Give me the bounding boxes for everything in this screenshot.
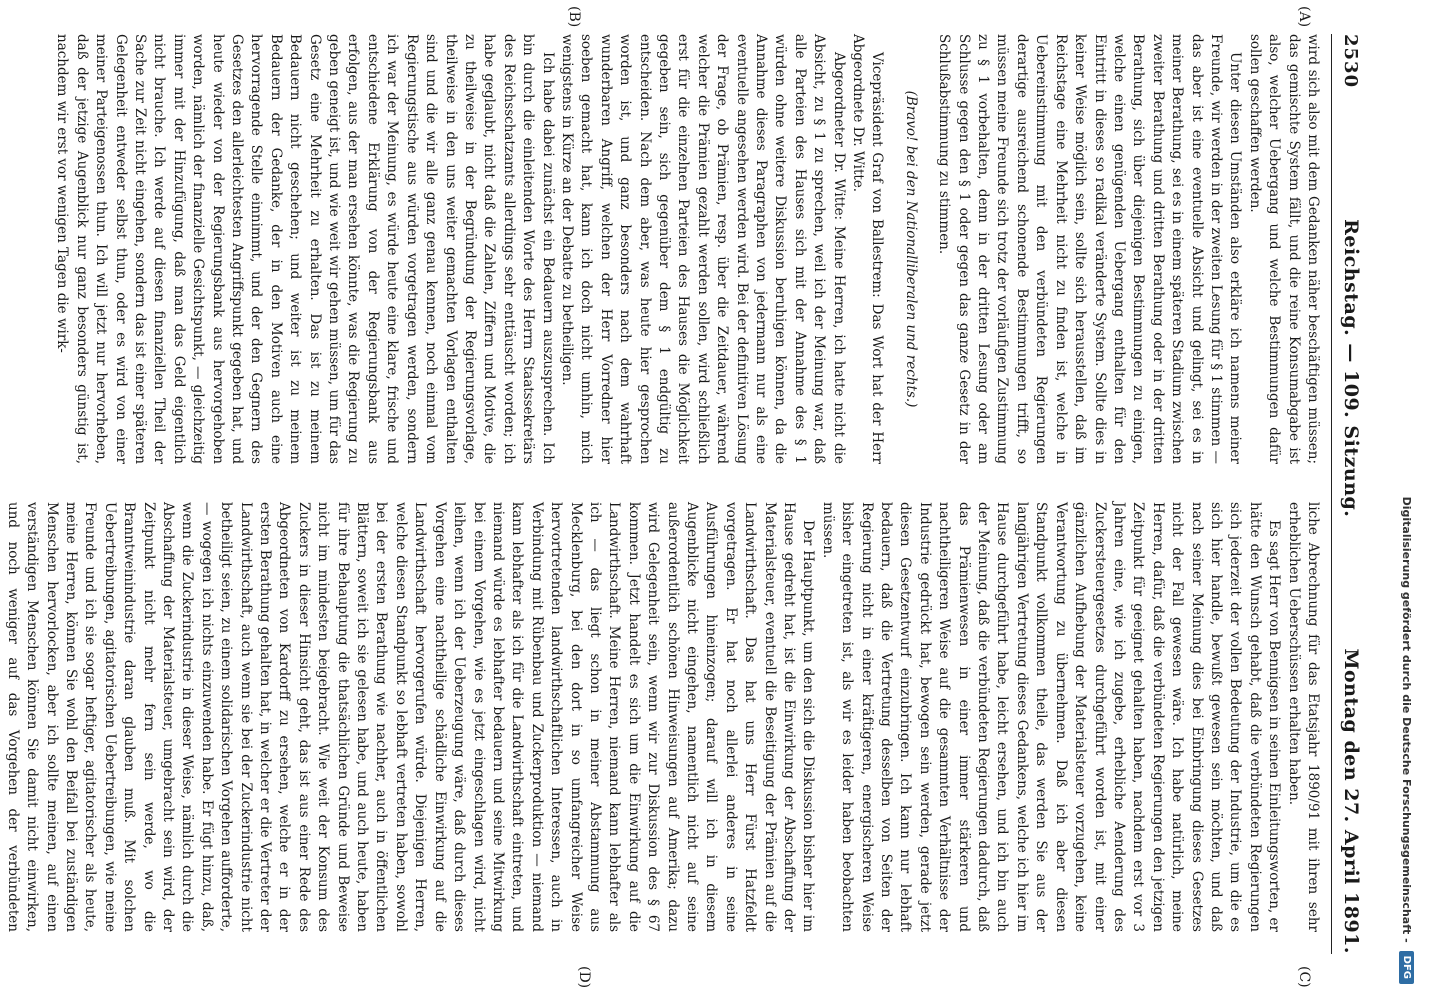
right-column [4,502,1322,932]
left-column [22,34,1322,464]
session-title: Reichstag. — 109. Sitzung. [1340,219,1362,518]
margin-mark-d: (D) [576,966,592,989]
page-number: 2530 [1340,34,1361,89]
left-paragraph-5: Ich habe dabei zunächst ein Bedauern auszusprechen. Ich bin durch die einleitenden Worte des Herrn Staatssekretärs des Reichsschatzamts allerdings sehr enttäuscht worden; ich habe geglaubt, nicht daß die Zahlen, Ziffern und Motive, die zu theilweise in der Begründung der Regierungsvorlage, theilweise in den uns weiter gemachten Vorlagen enthalten sind und die wir alle ganz genau kennen, noch einmal vom Regierungstische aus würden vorgetragen werden, sondern ich war der Meinung, es würde heute eine klare, frische und entschiedene Erklärung von der Regierungsbank aus erfolgen, aus der man ersehen könnte, was die Regierung zu geben geneigt ist, und wie weit wir gehen müssen, um für das Gesetz eine Mehrheit zu erhalten. Das ist zu meinem Bedauern nicht geschehen; und weiter ist zu meinem Bedauern der Gedanke, der in den Motiven auch eine hervorragende Stelle einnimmt, und der den Gegnern des Gesetzes den allerleichtesten Angriffspunkt gegeben hat, und heute wieder von der Regierungsbank aus hervorgehoben worden, nämlich der finanzielle Gesichtspunkt, — gleichzeitig immer mit der Hinzufügung, daß man das Geld eigentlich nicht brauche. Ich werde auf diesen finanziellen Theil der Sache zur Zeit nicht eingehen, sondern das ist einer späteren Gelegenheit entweder selbst thun, oder es wird von einer meiner Parteigenossen thun. Ich will jetzt nur hervorheben, daß der jetzige Augenblick nur ganz besonders günstig ist, nachdem wir erst vor wenigen Tagen die wirk- [54,34,556,464]
left-paragraph-2: Unter diesen Umständen also erkläre ich namens meiner Freunde, wir werden in der zweiten Lesung für § 1 stimmen — das aber ist eine eventuelle Absicht und gelingt, sei es in meiner Berathung, sei es in einem späteren Stadium zwischen zweiter Berathung und dritten Berathung oder in der dritten Berathung, sich über diejenigen Bestimmungen zu einigen, welche einen genügenden Uebergang enthalten für den Eintritt in dieses so radikal veränderte System. Sollte dies in keiner Weise möglich sein, sollte sich herausstellen, daß im Reichstage eine Mehrheit nicht zu finden ist, welche in Uebereinstimmung mit den verbündeten Regierungen derartige ausreichend schonende Bestimmungen trifft, so müssen meine Freunde sich trotz der vorläufigen Zustimmung zu § 1 vorbehalten, denn in der dritten Lesung oder am Schlusse gegen den § 1 oder gegen das ganze Gesetz in der Schlußabstimmung zu stimmen. [936,34,1244,465]
left-paragraph-1: wird sich also mit dem Gedanken näher beschäftigen müssen; das gemischte System fällt, und die reine Konsumabgabe ist also, welcher Uebergang und welche Bestimmungen dafür sollen geschaffen werden. [1246,34,1321,464]
right-paragraph-3: Der Hauptpunkt, um den sich die Diskussion bisher hier im Hause gedreht hat, ist die Einwirkung der Abschaffung der Materialsteuer, eventuell die Beseitigung der Prämien auf die Landwirthschaft. Das hat uns Herr Fürst Hatzfeldt vorgetragen. Er hat noch allerlei anderes in seine Ausführungen hineinzogen; darauf will ich in diesem Augenblicke nicht eingehen, namentlich nicht auf seine außerordentlich schönen Hinweisungen auf Amerika; dazu wird Gelegenheit sein, wenn wir zur Diskussion des § 67 kommen. Jetzt handelt es sich um die Einwirkung auf die Landwirthschaft. Meine Herren, niemand kann lebhafter als ich — das liegt schon in meiner Abstammung aus Mecklenburg, bei den dort in so umfangreicher Weise hervortretenden landwirthschaftlichen Interessen, auch in Verbindung mit Rübenbau und Zuckerproduktion — niemand kann lebhafter als ich für die Landwirthschaft eintreten, und niemand würde es lebhafter bedauern und seine Mitwirkung bei einem Vorgehen, wie es jetzt eingeschlagen wird, nicht leihen, wenn ich der Ueberzeugung wäre, daß durch dieses Vorgehen eine nachtheilige schädliche Einwirkung auf die Landwirthschaft hervorgerufen würde. Diejenigen Herren, welche diesen Standpunkt so lebhaft vertreten haben, sowohl bei der ersten Berathung wie nachher, auch in öffentlichen Blättern, soweit ich sie gelesen habe, und auch heute, haben für ihre Behauptung die thatsächlichen Gründe und Beweise nicht im mindesten beigebracht. Wie weit der Konsum des Zuckers in dieser Hinsicht geht, das ist aus einer Rede des Abgeordneten von Kardorff zu ersehen, welche er in der ersten Berathung gehalten hat, in welcher er die Vertreter der Landwirthschaft, auch wenn sie bei der Zuckerindustrie nicht betheiligt seien, zu einem solidarischen Vorgehen aufforderte, — wogegen ich nichts einzuwenden habe. Er fügt hinzu, daß, wenn die Zuckerindustrie in dieser Weise, nämlich durch die Abschaffung der Materialsteuer, umgebracht sein wird, der Zeitpunkt nicht mehr fern sein werde, wo die Branntweinindustrie daran glauben muß. Mit solchen Uebertreibungen, agitatorischen Uebertreibungen, wie meine Freunde und ich sie sogar heftiger, agitatorischer als heute, meine Herren, können Sie wohl den Beifall bei zuständigen Menschen hervorlocken, aber ich sollte meinen, auf einen verständigen Menschen können Sie damit nicht einwirken, und noch weniger auf das Vorgehen der verbündeten [4,502,817,932]
margin-mark-b: (B) [566,6,582,28]
page-body [4,6,1362,989]
session-date: Montag den 27. April 1891. [1340,648,1362,954]
left-paragraph-3: Vicepräsident Graf von Ballestrem: Das Wort hat der Herr Abgeordnete Dr. Witte. [850,34,886,464]
right-paragraph-2: Es sagt Herr von Bennigsen in seinen Einleitungsworten, er hätte den Wunsch gehabt, daß die verbündeten Regierungen sich jederzeit der vollen Bedeutung der Industrie, um die es sich hier handle, bewußt gewesen sein möchten, und daß nach seiner Meinung dies bei Einbringung dieses Gesetzes nicht der Fall gewesen wäre. Ich habe natürlich, meine Herren, dafür, daß die verbündeten Regierungen den jetzigen Zeitpunkt für geeignet gehalten haben, nachdem erst vor 3 Jahren eine, wie ich zugebe, erhebliche Aenderung des Zuckersteuergesetzes durchgeführt worden ist, mit einer gänzlichen Aufhebung der Materialsteuer vorzugehen, keine Verantwortung zu übernehmen. Daß ich aber diesen Standpunkt vollkommen theile, das werden Sie aus der langjährigen Vertretung dieses Gedankens, welche ich hier im Hause durchgeführt habe, leicht ersehen, und ich bin auch der Meinung, daß die verbündeten Regierungen dadurch, daß das Prämienwesen in einer immer stärkeren und nachtheiligeren Weise auf die gesammten Verhältnisse der Industrie gedrückt hat, bewogen sein werden, gerade jetzt diesen Gesetzentwurf einzubringen. Ich kann nur lebhaft bedauern, daß die Vertretung desselben von Seiten der Regierung nicht in einer kräftigeren, energischeren Weise bisher eingetreten ist, als wir es leider haben beobachten müssen. [819,502,1283,932]
margin-mark-a: (A) [1296,6,1312,28]
dfg-notice-text: Digitalisierung gefördert durch die Deutsche Forschungsgemeinschaft - [1400,496,1414,943]
margin-mark-c: (C) [1296,966,1312,988]
page-header [1331,34,1362,954]
dfg-notice [1392,16,1422,984]
applause-note: (Bravo! bei den Nationalliberalen und rechts.) [902,90,919,408]
dfg-logo: DFG [1400,951,1415,984]
right-paragraph-1: liche Abrechnung für das Etatsjahr 1890/91 mit ihren sehr erheblichen Ueberschüssen erhalten haben. [1285,502,1321,932]
left-paragraph-4: Abgeordneter Dr. Witte: Meine Herren, ich hatte nicht die Absicht, zu § 1 zu sprechen, weil ich der Meinung war, daß alle Parteien des Hauses sich mit der Annahme des § 1 würden ohne weitere Diskussion beruhigen können, da die Annahme dieses Paragraphen von jedermann nur als eine eventuelle angesehen werden wird. Bei der definitiven Lösung der Frage, ob Prämien, resp. über die Zeitdauer, während welcher die Prämien gezahlt werden sollen, wird schließlich erst für die einzelnen Parteien des Hauses die Möglichkeit gegeben sein, sich gegenüber dem § 1 endgültig zu entscheiden. Nach dem aber, was heute hier gesprochen worden ist, und ganz besonders nach dem wahrhaft wunderbaren Angriff, welchen der Herr Vorredner hier soeben gemacht hat, kann ich doch nicht umhin, mich wenigstens in Kürze an der Debatte zu betheiligen. [558,34,847,464]
dfg-notice-strip [1392,16,1422,984]
